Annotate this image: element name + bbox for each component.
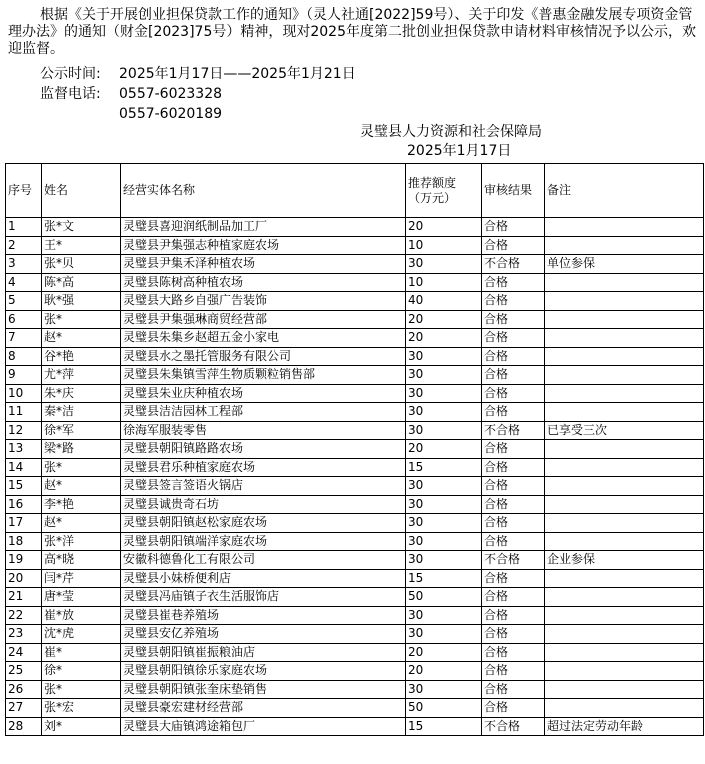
- cell-amount: 30: [406, 403, 482, 422]
- cell-remark: [545, 384, 704, 403]
- cell-remark: [545, 329, 704, 348]
- table-row: [6, 347, 704, 366]
- cell-remark: [545, 366, 704, 385]
- cell-entity: 灵璧县朝阳镇赵松家庭农场: [121, 514, 406, 533]
- table-row: [6, 717, 704, 736]
- cell-name: 李*艳: [42, 495, 121, 514]
- table-row: [6, 292, 704, 311]
- cell-entity: 灵璧县洁洁园林工程部: [121, 403, 406, 422]
- table-row: [6, 606, 704, 625]
- cell-entity: 灵璧县大路乡自强广告装饰: [121, 292, 406, 311]
- cell-name: 刘*: [42, 717, 121, 736]
- cell-no: 14: [6, 458, 42, 477]
- table-row: [6, 236, 704, 255]
- cell-result: 合格: [482, 662, 545, 681]
- cell-name: 唐*莹: [42, 588, 121, 607]
- table-row: [6, 551, 704, 570]
- cell-result: 合格: [482, 366, 545, 385]
- cell-result: 合格: [482, 625, 545, 644]
- cell-result: 合格: [482, 699, 545, 718]
- cell-entity: 灵璧县大庙镇鸿途箱包厂: [121, 717, 406, 736]
- table-row: [6, 680, 704, 699]
- cell-remark: [545, 236, 704, 255]
- cell-name: 张*: [42, 310, 121, 329]
- cell-no: 21: [6, 588, 42, 607]
- phone-number-2: 0557-6020189: [119, 106, 223, 122]
- cell-result: 不合格: [482, 551, 545, 570]
- issuing-organization: 灵璧县人力资源和社会保障局: [360, 124, 542, 140]
- cell-no: 5: [6, 292, 42, 311]
- cell-amount: 30: [406, 680, 482, 699]
- header-result: 审核结果: [482, 164, 545, 218]
- cell-no: 7: [6, 329, 42, 348]
- cell-result: 合格: [482, 495, 545, 514]
- cell-result: 合格: [482, 292, 545, 311]
- cell-result: 合格: [482, 588, 545, 607]
- cell-result: 合格: [482, 532, 545, 551]
- notice-paragraph: 根据《关于开展创业担保贷款工作的通知》（灵人社通[2022]59号）、关于印发《普惠金融发展专项资金管理办法》的通知（财金[2023]75号）精神，现对2025年度第二批创业担保贷款申请材料审核情况予以公示，欢迎监督。: [8, 7, 696, 57]
- cell-entity: 灵璧县尹集强志种植家庭农场: [121, 236, 406, 255]
- cell-no: 16: [6, 495, 42, 514]
- cell-name: 赵*: [42, 514, 121, 533]
- cell-remark: [545, 218, 704, 237]
- header-entity: 经营实体名称: [121, 164, 406, 218]
- cell-entity: 灵璧县水之墨托管服务有限公司: [121, 347, 406, 366]
- cell-result: 合格: [482, 458, 545, 477]
- cell-entity: 灵璧县朝阳镇崔振粮油店: [121, 643, 406, 662]
- cell-entity: 灵璧县陈树高种植农场: [121, 273, 406, 292]
- cell-remark: [545, 532, 704, 551]
- cell-amount: 20: [406, 310, 482, 329]
- cell-remark: 已享受三次: [545, 421, 704, 440]
- cell-amount: 10: [406, 236, 482, 255]
- cell-entity: 灵璧县朱集乡赵超五金小家电: [121, 329, 406, 348]
- table-row: [6, 310, 704, 329]
- cell-no: 24: [6, 643, 42, 662]
- header-no: 序号: [6, 164, 42, 218]
- cell-name: 赵*: [42, 477, 121, 496]
- cell-name: 沈*虎: [42, 625, 121, 644]
- cell-entity: 灵璧县朝阳镇路路农场: [121, 440, 406, 459]
- cell-name: 张*宏: [42, 699, 121, 718]
- cell-entity: 灵璧县君乐种植家庭农场: [121, 458, 406, 477]
- table-row: [6, 514, 704, 533]
- table-row: [6, 329, 704, 348]
- cell-result: 不合格: [482, 717, 545, 736]
- cell-no: 1: [6, 218, 42, 237]
- cell-amount: 30: [406, 384, 482, 403]
- table-row: [6, 403, 704, 422]
- cell-remark: [545, 606, 704, 625]
- cell-amount: 15: [406, 458, 482, 477]
- cell-amount: 20: [406, 329, 482, 348]
- cell-remark: 企业参保: [545, 551, 704, 570]
- cell-amount: 30: [406, 625, 482, 644]
- cell-result: 合格: [482, 310, 545, 329]
- header-amount: 推荐额度（万元）: [406, 164, 482, 218]
- cell-no: 20: [6, 569, 42, 588]
- cell-amount: 20: [406, 218, 482, 237]
- cell-amount: 10: [406, 273, 482, 292]
- table-row: [6, 421, 704, 440]
- cell-entity: 灵璧县小妹桥便利店: [121, 569, 406, 588]
- cell-no: 8: [6, 347, 42, 366]
- cell-entity: 灵璧县崔巷养殖场: [121, 606, 406, 625]
- cell-entity: 徐海军服装零售: [121, 421, 406, 440]
- cell-name: 崔*: [42, 643, 121, 662]
- cell-amount: 40: [406, 292, 482, 311]
- table-row: [6, 273, 704, 292]
- cell-result: 不合格: [482, 255, 545, 274]
- cell-no: 2: [6, 236, 42, 255]
- cell-name: 高*晓: [42, 551, 121, 570]
- cell-amount: 50: [406, 699, 482, 718]
- table-row: [6, 255, 704, 274]
- publicity-label: 公示时间:: [40, 66, 101, 82]
- cell-remark: 单位参保: [545, 255, 704, 274]
- cell-no: 12: [6, 421, 42, 440]
- cell-name: 王*: [42, 236, 121, 255]
- phone-label: 监督电话:: [40, 86, 101, 102]
- cell-name: 耿*强: [42, 292, 121, 311]
- cell-name: 张*: [42, 458, 121, 477]
- table-row: [6, 569, 704, 588]
- cell-result: 合格: [482, 680, 545, 699]
- cell-no: 27: [6, 699, 42, 718]
- cell-no: 6: [6, 310, 42, 329]
- cell-amount: 30: [406, 495, 482, 514]
- cell-amount: 30: [406, 532, 482, 551]
- cell-entity: 灵璧县冯庙镇子衣生活服饰店: [121, 588, 406, 607]
- cell-remark: [545, 458, 704, 477]
- table-row: [6, 440, 704, 459]
- table-row: [6, 366, 704, 385]
- cell-amount: 30: [406, 606, 482, 625]
- cell-remark: [545, 347, 704, 366]
- phone-number-1: 0557-6023328: [119, 86, 223, 102]
- supervision-phone: [40, 86, 222, 103]
- cell-entity: 灵璧县朝阳镇徐乐家庭农场: [121, 662, 406, 681]
- cell-name: 张*贝: [42, 255, 121, 274]
- cell-amount: 30: [406, 255, 482, 274]
- header-remark: 备注: [545, 164, 704, 218]
- cell-name: 闫*芹: [42, 569, 121, 588]
- cell-no: 26: [6, 680, 42, 699]
- cell-remark: [545, 569, 704, 588]
- table-row: [6, 477, 704, 496]
- cell-amount: 30: [406, 551, 482, 570]
- cell-no: 17: [6, 514, 42, 533]
- cell-entity: 灵璧县签言签语火锅店: [121, 477, 406, 496]
- cell-amount: 15: [406, 717, 482, 736]
- cell-remark: [545, 680, 704, 699]
- cell-no: 11: [6, 403, 42, 422]
- cell-remark: [545, 643, 704, 662]
- table-header-row: [6, 164, 704, 218]
- cell-no: 4: [6, 273, 42, 292]
- cell-remark: [545, 403, 704, 422]
- cell-remark: [545, 662, 704, 681]
- cell-result: 合格: [482, 643, 545, 662]
- cell-entity: 安徽科德鲁化工有限公司: [121, 551, 406, 570]
- cell-remark: [545, 440, 704, 459]
- cell-name: 秦*洁: [42, 403, 121, 422]
- table-row: [6, 699, 704, 718]
- cell-no: 13: [6, 440, 42, 459]
- cell-remark: [545, 625, 704, 644]
- table-row: [6, 625, 704, 644]
- cell-entity: 灵璧县豪宏建材经营部: [121, 699, 406, 718]
- cell-amount: 20: [406, 643, 482, 662]
- cell-result: 合格: [482, 218, 545, 237]
- cell-amount: 20: [406, 440, 482, 459]
- cell-result: 合格: [482, 403, 545, 422]
- cell-amount: 20: [406, 662, 482, 681]
- cell-result: 合格: [482, 347, 545, 366]
- cell-remark: [545, 699, 704, 718]
- cell-remark: [545, 588, 704, 607]
- cell-no: 19: [6, 551, 42, 570]
- cell-amount: 30: [406, 514, 482, 533]
- cell-entity: 灵璧县尹集强琳商贸经营部: [121, 310, 406, 329]
- cell-amount: 30: [406, 366, 482, 385]
- cell-no: 23: [6, 625, 42, 644]
- cell-remark: [545, 273, 704, 292]
- cell-entity: 灵璧县喜迎润纸制品加工厂: [121, 218, 406, 237]
- table-row: [6, 532, 704, 551]
- cell-amount: 30: [406, 347, 482, 366]
- cell-name: 朱*庆: [42, 384, 121, 403]
- cell-result: 合格: [482, 440, 545, 459]
- cell-amount: 30: [406, 477, 482, 496]
- table-row: [6, 458, 704, 477]
- publicity-period: [40, 66, 356, 83]
- cell-no: 10: [6, 384, 42, 403]
- cell-amount: 30: [406, 421, 482, 440]
- cell-name: 赵*: [42, 329, 121, 348]
- table-row: [6, 588, 704, 607]
- cell-no: 15: [6, 477, 42, 496]
- cell-name: 徐*军: [42, 421, 121, 440]
- cell-remark: [545, 514, 704, 533]
- cell-remark: 超过法定劳动年龄: [545, 717, 704, 736]
- cell-remark: [545, 477, 704, 496]
- table-row: [6, 384, 704, 403]
- table-row: [6, 662, 704, 681]
- cell-no: 28: [6, 717, 42, 736]
- cell-entity: 灵璧县朝阳镇张奎床垫销售: [121, 680, 406, 699]
- cell-entity: 灵璧县朱集镇雪萍生物质颗粒销售部: [121, 366, 406, 385]
- cell-name: 张*: [42, 680, 121, 699]
- cell-name: 陈*高: [42, 273, 121, 292]
- cell-result: 合格: [482, 477, 545, 496]
- cell-result: 合格: [482, 569, 545, 588]
- cell-result: 合格: [482, 514, 545, 533]
- cell-entity: 灵璧县尹集禾泽种植农场: [121, 255, 406, 274]
- publicity-time: 2025年1月17日——2025年1月21日: [119, 66, 356, 82]
- cell-name: 张*洋: [42, 532, 121, 551]
- cell-amount: 15: [406, 569, 482, 588]
- cell-entity: 灵璧县朱业庆种植农场: [121, 384, 406, 403]
- cell-no: 18: [6, 532, 42, 551]
- cell-entity: 灵璧县安亿养殖场: [121, 625, 406, 644]
- issue-date: 2025年1月17日: [407, 143, 512, 159]
- cell-remark: [545, 292, 704, 311]
- cell-name: 徐*: [42, 662, 121, 681]
- cell-result: 合格: [482, 606, 545, 625]
- cell-result: 合格: [482, 384, 545, 403]
- cell-no: 22: [6, 606, 42, 625]
- table-row: [6, 643, 704, 662]
- cell-remark: [545, 310, 704, 329]
- header-name: 姓名: [42, 164, 121, 218]
- loan-review-table: [5, 163, 704, 736]
- cell-no: 3: [6, 255, 42, 274]
- cell-no: 9: [6, 366, 42, 385]
- table-row: [6, 495, 704, 514]
- cell-result: 合格: [482, 236, 545, 255]
- table-row: [6, 218, 704, 237]
- cell-result: 合格: [482, 273, 545, 292]
- cell-entity: 灵璧县朝阳镇端洋家庭农场: [121, 532, 406, 551]
- cell-result: 合格: [482, 329, 545, 348]
- table-body: [6, 218, 704, 736]
- cell-entity: 灵璧县诚贵奇石坊: [121, 495, 406, 514]
- cell-remark: [545, 495, 704, 514]
- cell-amount: 50: [406, 588, 482, 607]
- cell-name: 尤*萍: [42, 366, 121, 385]
- cell-result: 不合格: [482, 421, 545, 440]
- cell-name: 张*文: [42, 218, 121, 237]
- cell-name: 梁*路: [42, 440, 121, 459]
- cell-name: 崔*放: [42, 606, 121, 625]
- cell-name: 谷*艳: [42, 347, 121, 366]
- cell-no: 25: [6, 662, 42, 681]
